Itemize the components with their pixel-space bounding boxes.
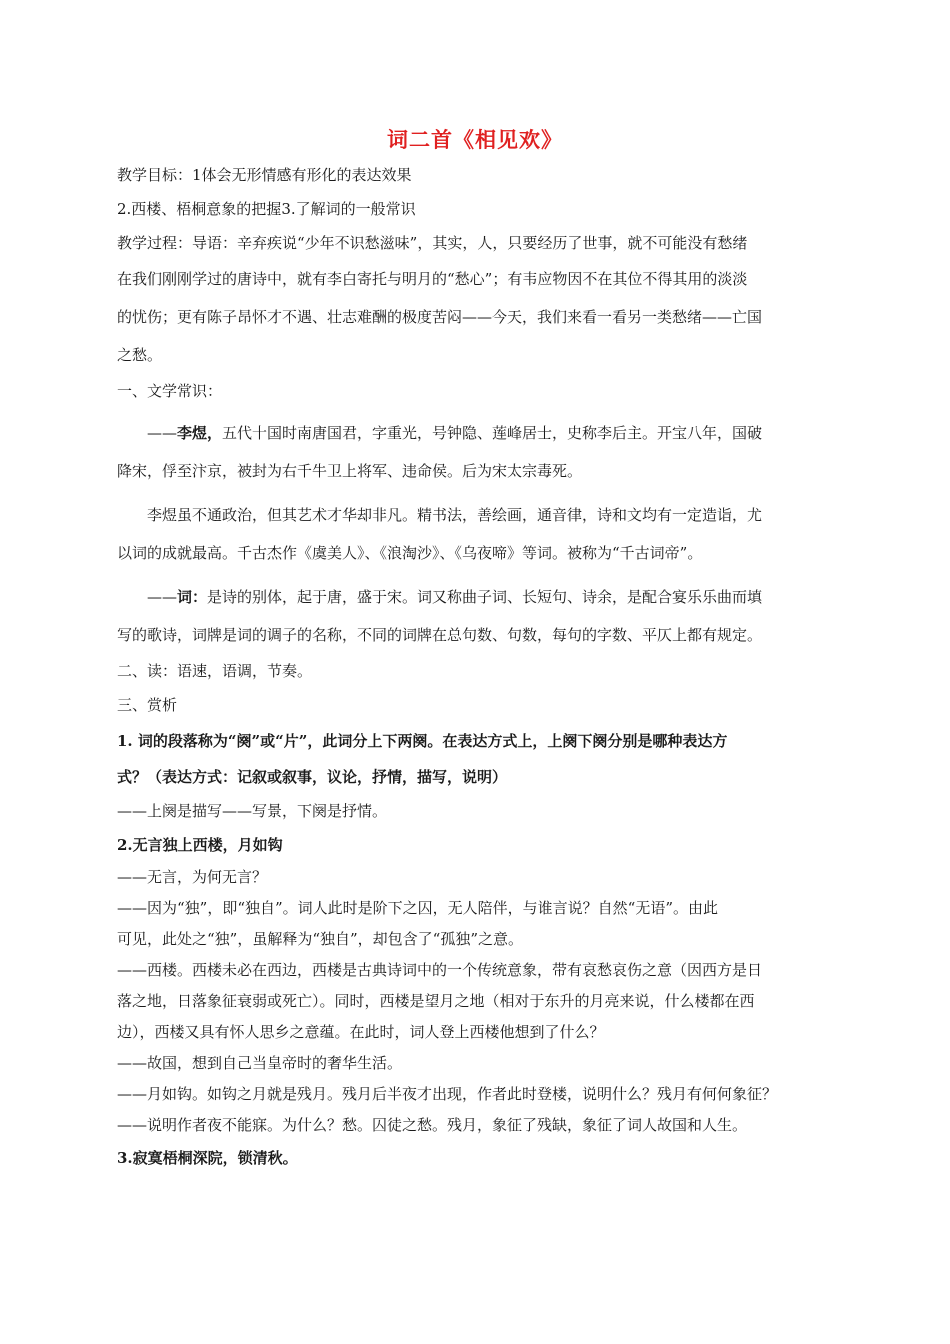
answer-2-line-6: 边），西楼又具有怀人思乡之意蕴。在此时，词人登上西楼他想到了什么？	[117, 1023, 605, 1041]
ci-text-1: 是诗的别体，起于唐，盛于宋。词又称曲子词、长短句、诗余，是配合宴乐乐曲而填	[207, 588, 763, 606]
ci-paragraph-line-2: 写的歌诗，词牌是词的调子的名称，不同的词牌在总句数、句数，每句的字数、平仄上都有规定。	[117, 626, 763, 644]
document-body	[117, 158, 839, 1175]
answer-2-line-3: 可见，此处之“独”，虽解释为“独自”，却包含了“孤独”之意。	[117, 930, 524, 948]
art-paragraph-line-2: 以词的成就最高。千古杰作《虞美人》、《浪淘沙》、《乌夜啼》等词。被称为“千古词帝”。	[117, 544, 703, 562]
art-paragraph-line-1: 李煜虽不通政治，但其艺术才华却非凡。精书法，善绘画，通音律，诗和文均有一定造诣，尤	[147, 506, 763, 524]
section-heading-appreciation: 三、赏析	[117, 696, 178, 714]
dash: ——	[147, 424, 177, 442]
liyu-paragraph-line-2: 降宋，俘至汴京，被封为右千牛卫上将军、违命侯。后为宋太宗毒死。	[117, 462, 583, 480]
answer-2-line-1: ——无言，为何无言？	[117, 868, 268, 886]
teaching-process-line-1: 教学过程：导语：辛弃疾说“少年不识愁滋味”，其实，人，只要经历了世事，就不可能没有愁绪	[117, 234, 748, 252]
liyu-name: 李煜，	[177, 424, 223, 442]
answer-2-line-7: ——故国，想到自己当皇帝时的奢华生活。	[117, 1054, 403, 1072]
teaching-goal-line-2: 2.西楼、梧桐意象的把握3.了解词的一般常识	[117, 200, 416, 218]
answer-2-line-9: ——说明作者夜不能寐。为什么？愁。囚徒之愁。残月，象征了残缺，象征了词人故国和人生。	[117, 1116, 748, 1134]
teaching-process-line-3: 的忧伤；更有陈子昂怀才不遇、壮志难酬的极度苦闷——今天，我们来看一看另一类愁绪——亡国	[117, 308, 763, 326]
teaching-process-line-4: 之愁。	[117, 346, 163, 364]
answer-2-line-8: ——月如钩。如钩之月就是残月。残月后半夜才出现，作者此时登楼，说明什么？残月有何何象征？	[117, 1085, 778, 1103]
teaching-goal-line-1: 教学目标：1体会无形情感有形化的表达效果	[117, 166, 412, 184]
question-1-line-2: 式？（表达方式：记叙或叙事，议论，抒情，描写，说明）	[117, 768, 508, 786]
answer-2-line-2: ——因为“独”，即“独自”。词人此时是阶下之囚，无人陪伴，与谁言说？自然“无语”。由此	[117, 899, 719, 917]
liyu-paragraph-line-1	[117, 414, 839, 452]
page-title: 词二首《相见欢》	[387, 127, 563, 152]
answer-2-line-4: ——西楼。西楼未必在西边，西楼是古典诗词中的一个传统意象，带有哀愁哀伤之意（因西方是日	[117, 961, 763, 979]
teaching-process-line-2: 在我们刚刚学过的唐诗中，就有李白寄托与明月的“愁心”；有韦应物因不在其位不得其用的淡淡	[117, 270, 748, 288]
ci-paragraph-line-1	[117, 578, 839, 616]
ci-term: 词：	[177, 588, 208, 606]
section-heading-reading: 二、读：语速，语调，节奏。	[117, 662, 313, 680]
answer-2-line-5: 落之地，日落象征衰弱或死亡）。同时，西楼是望月之地（相对于东升的月亮来说，什么楼都在西	[117, 992, 755, 1010]
dash: ——	[147, 588, 177, 606]
answer-1: ——上阕是描写——写景，下阕是抒情。	[117, 802, 388, 820]
section-heading-literature: 一、文学常识：	[117, 382, 223, 400]
liyu-text-1: 五代十国时南唐国君，字重光，号钟隐、莲峰居士，史称李后主。开宝八年，国破	[222, 424, 763, 442]
question-2: 2.无言独上西楼，月如钩	[117, 836, 283, 854]
question-1-line-1: 1. 词的段落称为“阕”或“片”，此词分上下两阕。在表达方式上，上阕下阕分别是哪种表达方	[117, 732, 728, 750]
question-3: 3.寂寞梧桐深院，锁清秋。	[117, 1149, 298, 1167]
